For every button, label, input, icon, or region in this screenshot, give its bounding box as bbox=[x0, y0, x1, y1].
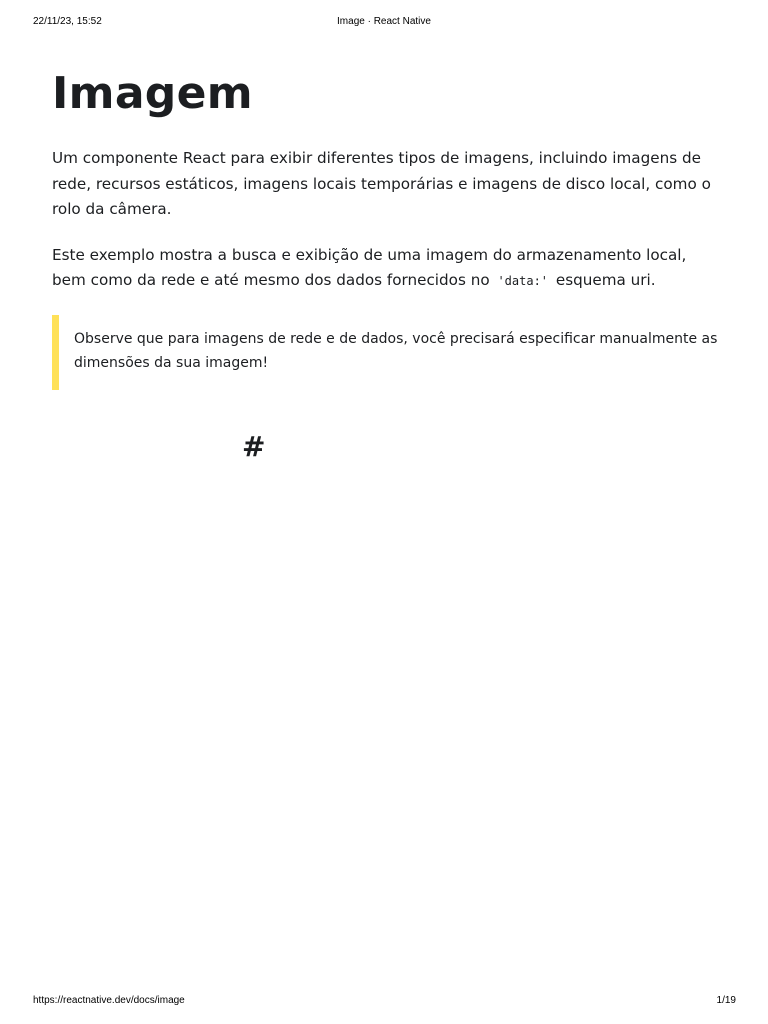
inline-code-data-scheme: 'data:' bbox=[497, 274, 549, 288]
heading-anchor-link[interactable]: # bbox=[242, 430, 266, 463]
example-text-after: esquema uri. bbox=[555, 271, 656, 289]
note-admonition bbox=[52, 315, 720, 390]
intro-paragraph: Um componente React para exibir diferentes tipos de imagens, incluindo imagens de rede, recursos estáticos, imagens locais temporárias e imagens de disco local, como o rolo da câmera. bbox=[52, 149, 711, 218]
article-content bbox=[52, 60, 720, 390]
print-page-title: Image · React Native bbox=[337, 16, 431, 27]
print-url: https://reactnative.dev/docs/image bbox=[33, 995, 185, 1006]
print-page-number: 1/19 bbox=[716, 995, 736, 1006]
example-paragraph bbox=[52, 243, 720, 295]
note-text: Observe que para imagens de rede e de dados, você precisará especificar manualmente as dimensões da sua imagem! bbox=[74, 330, 718, 371]
page-title: Imagem bbox=[52, 68, 253, 119]
print-datetime: 22/11/23, 15:52 bbox=[33, 16, 102, 27]
print-footer bbox=[0, 995, 768, 1009]
print-header bbox=[0, 16, 768, 30]
example-text-before: Este exemplo mostra a busca e exibição de uma imagem do armazenamento local, bem como da rede e até mesmo dos dados fornecidos no bbox=[52, 245, 687, 289]
